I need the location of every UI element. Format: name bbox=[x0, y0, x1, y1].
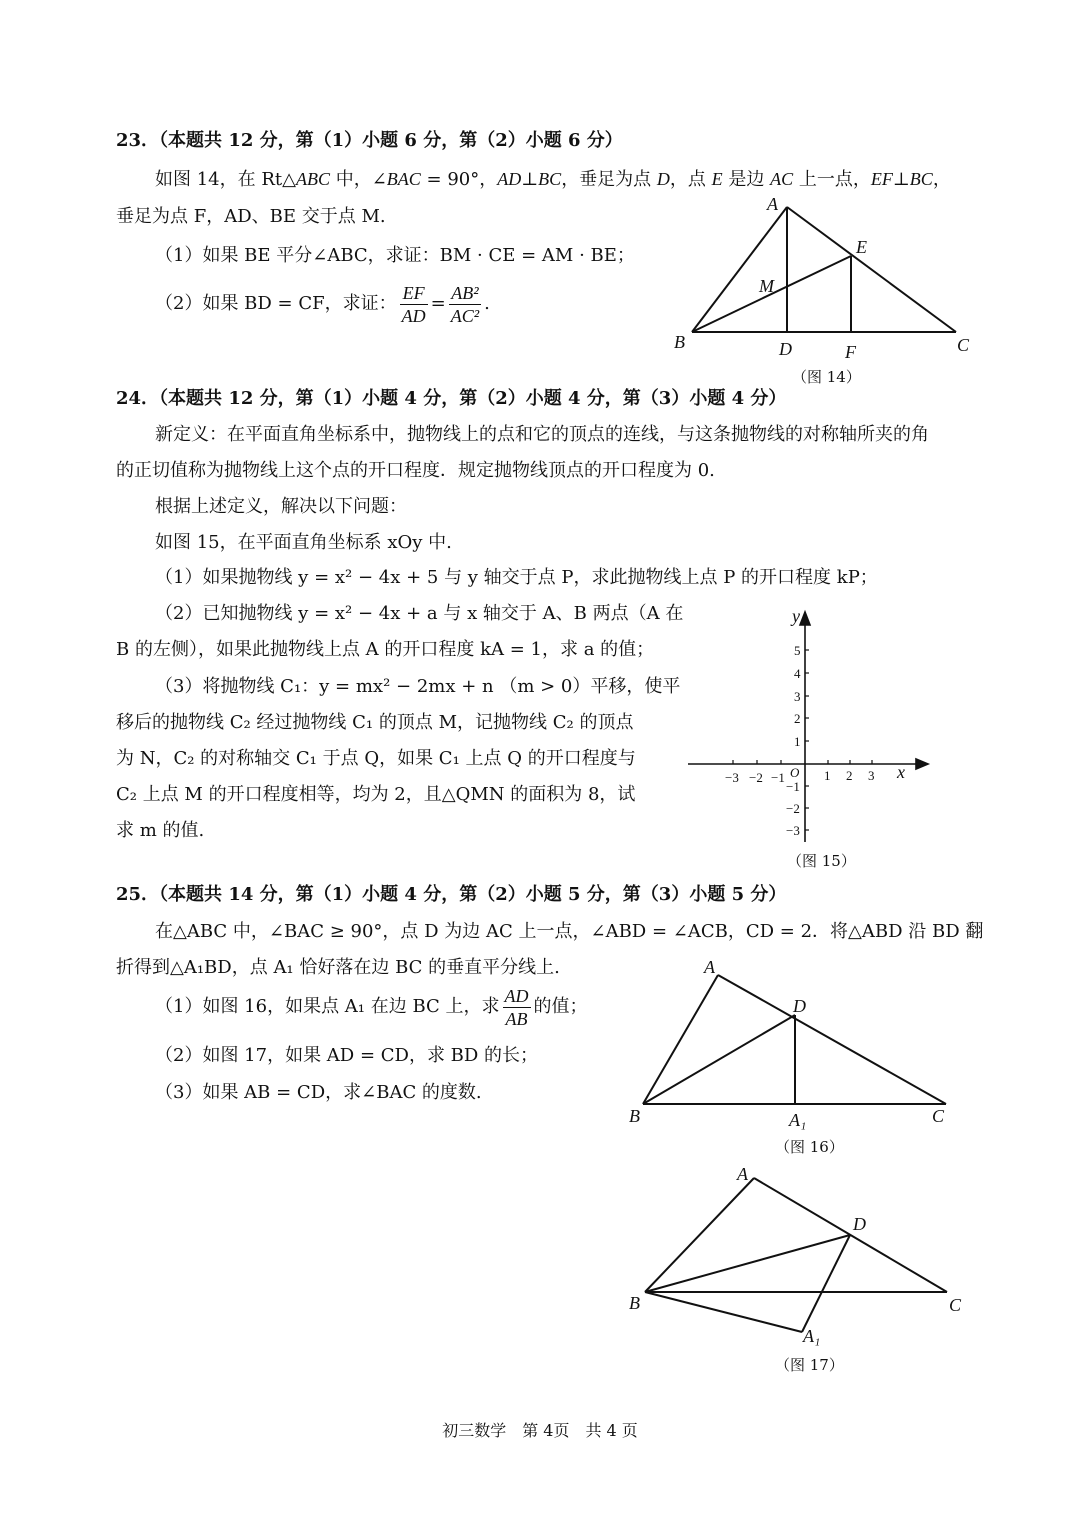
fig15-xtick: 2 bbox=[846, 768, 853, 783]
fig14-label-d: D bbox=[779, 339, 792, 359]
fig16-segment-bd bbox=[643, 1015, 795, 1104]
fig16-label-d: D bbox=[793, 996, 806, 1016]
fig17-segment-da1 bbox=[802, 1235, 850, 1332]
fig17-segment-ac bbox=[754, 1178, 947, 1292]
q25-intro-line2: 折得到△A₁BD，点 A₁ 恰好落在边 BC 的垂直平分线上. bbox=[116, 957, 560, 978]
fig16-label-a: A bbox=[704, 957, 715, 977]
fig16-label-c: C bbox=[932, 1106, 945, 1126]
fig17-label-a1: A₁ bbox=[803, 1326, 821, 1346]
fig17-label-d: D bbox=[853, 1214, 866, 1234]
q24-figure-intro: 如图 15，在平面直角坐标系 xOy 中. bbox=[155, 532, 452, 553]
fig14-label-e: E bbox=[856, 237, 867, 257]
q24-part1: （1）如果抛物线 y = x² − 4x + 5 与 y 轴交于点 P，求此抛物线上点 P 的开口程度 kP； bbox=[155, 567, 878, 588]
q24-part2-line2: B 的左侧），如果此抛物线上点 A 的开口程度 kA = 1，求 a 的值； bbox=[116, 639, 655, 660]
fig15-caption: （图 15） bbox=[787, 852, 856, 870]
q24-header: 24．（本题共 12 分，第（1）小题 4 分，第（2）小题 4 分，第（3）小题 4 分） bbox=[116, 388, 787, 409]
fig15-label-x: x bbox=[897, 762, 905, 782]
fig16-label-b: B bbox=[629, 1106, 640, 1126]
q25-part2: （2）如图 17，如果 AD = CD，求 BD 的长； bbox=[155, 1045, 539, 1066]
q23-header: 23．（本题共 12 分，第（1）小题 6 分，第（2）小题 6 分） bbox=[116, 130, 623, 151]
fig14-label-f: F bbox=[845, 342, 856, 362]
fig15-label-y: y bbox=[792, 606, 800, 626]
q24-part3-line3: 为 N，C₂ 的对称轴交 C₁ 于点 Q，如果 C₁ 上点 Q 的开口程度与 bbox=[116, 748, 636, 769]
fig14-label-a: A bbox=[767, 194, 778, 214]
q25-part1: （1）如图 16，如果点 A₁ 在边 BC 上，求 $\frac{AD}{AB}$ 的值； bbox=[155, 985, 588, 1029]
fig15-xtick: −2 bbox=[749, 770, 763, 785]
fig15-ytick: −2 bbox=[786, 801, 800, 816]
q23-line2: 垂足为点 F，AD、BE 交于点 M. bbox=[116, 206, 386, 227]
fig15-label-origin: O bbox=[790, 765, 800, 780]
fig15-ytick: 5 bbox=[794, 643, 801, 658]
fig14-label-m: M bbox=[759, 276, 774, 296]
fig15-y-arrow bbox=[800, 612, 810, 625]
q23-part2: （2）如果 BD = CF，求证： $\frac{EF}{AD}$ = $\frac{\text{AB²}}{\text{AC²}}$ . bbox=[155, 282, 490, 326]
fig17-label-b: B bbox=[629, 1293, 640, 1313]
fig17-label-c: C bbox=[949, 1295, 962, 1315]
page-footer: 初三数学 第 4页 共 4 页 bbox=[442, 1421, 638, 1440]
q24-part3-line4: C₂ 上点 M 的开口程度相等，均为 2，且△QMN 的面积为 8，试 bbox=[116, 784, 636, 805]
fig15-ytick: 3 bbox=[794, 689, 801, 704]
fig15-ytick: −1 bbox=[786, 779, 800, 794]
fig15-xtick: −1 bbox=[771, 770, 785, 785]
fig17-label-a: A bbox=[737, 1164, 748, 1184]
fig15-ytick: 2 bbox=[794, 711, 801, 726]
fig15-xtick: 1 bbox=[824, 768, 831, 783]
q24-solve-intro: 根据上述定义，解决以下问题： bbox=[155, 496, 407, 517]
fig14-segment-ab bbox=[692, 207, 787, 332]
fraction-ef-ad: $\frac{EF}{AD}$ bbox=[401, 282, 426, 326]
fig17-segment-ab bbox=[645, 1178, 754, 1292]
fig17-segment-bd bbox=[645, 1235, 850, 1292]
fig15-ytick: −3 bbox=[786, 823, 800, 838]
q24-part3-line2: 移后的抛物线 C₂ 经过抛物线 C₁ 的顶点 M，记抛物线 C₂ 的顶点 bbox=[116, 712, 634, 733]
fig16-label-a1: A₁ bbox=[789, 1110, 807, 1130]
fig14-label-b: B bbox=[674, 332, 685, 352]
fig16-segment-ab bbox=[643, 975, 718, 1104]
q24-part3-line1: （3）将抛物线 C₁：y = mx² − 2mx + n （m > 0）平移，使平 bbox=[155, 676, 681, 697]
q25-intro-line1: 在△ABC 中，∠BAC ≥ 90°，点 D 为边 AC 上一点，∠ABD = ∠ACB，CD = 2．将△ABD 沿 BD 翻 bbox=[155, 921, 984, 942]
fig16-caption: （图 16） bbox=[775, 1138, 844, 1156]
fraction-ab2-ac2: $\frac{\text{AB²}}{\text{AC²}}$ bbox=[450, 282, 480, 326]
fig15-ytick: 4 bbox=[794, 666, 801, 681]
fig15-x-arrow bbox=[916, 759, 928, 769]
q24-definition-line1: 新定义：在平面直角坐标系中，抛物线上的点和它的顶点的连线，与这条抛物线的对称轴所夹的角 bbox=[155, 424, 929, 445]
fig15-xtick: −3 bbox=[725, 770, 739, 785]
q24-part3-line5: 求 m 的值. bbox=[116, 820, 205, 841]
q25-header: 25．（本题共 14 分，第（1）小题 4 分，第（2）小题 5 分，第（3）小题 5 分） bbox=[116, 884, 787, 905]
fig15-ytick: 1 bbox=[794, 734, 801, 749]
fraction-ad-ab: $\frac{AD}{AB}$ bbox=[504, 985, 529, 1029]
fig17-caption: （图 17） bbox=[775, 1356, 844, 1374]
fig14-segment-ac bbox=[787, 207, 956, 332]
q25-part3: （3）如果 AB = CD，求∠BAC 的度数. bbox=[155, 1082, 482, 1103]
fig17-segment-ba1 bbox=[645, 1292, 802, 1332]
q24-part2-line1: （2）已知抛物线 y = x² − 4x + a 与 x 轴交于 A、B 两点（A 在 bbox=[155, 603, 684, 624]
fig15-xtick: 3 bbox=[868, 768, 875, 783]
q23-part1: （1）如果 BE 平分∠ABC，求证：BM · CE = AM · BE； bbox=[155, 245, 635, 266]
fig14-label-c: C bbox=[957, 335, 970, 355]
fig14-caption: （图 14） bbox=[792, 368, 861, 386]
q24-definition-line2: 的正切值称为抛物线上这个点的开口程度．规定抛物线顶点的开口程度为 0. bbox=[116, 460, 715, 481]
q23-intro: 如图 14，在 Rt△ABC 中，∠BAC = 90°，AD⊥BC，垂足为点 D，点 E 是边 AC 上一点，EF⊥BC， bbox=[155, 169, 951, 190]
